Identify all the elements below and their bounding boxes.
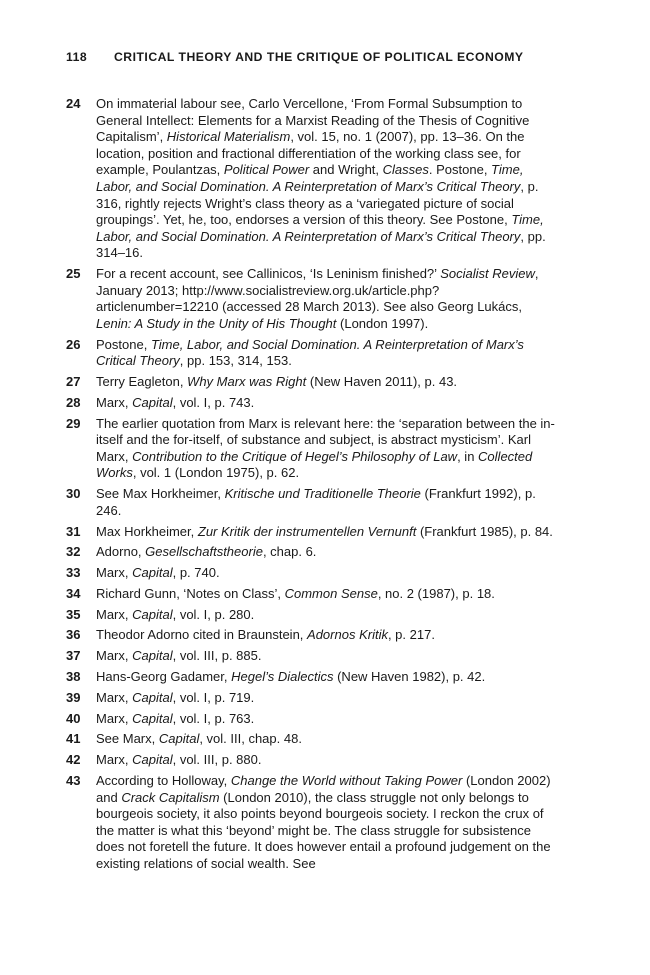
text-segment: (Frankfurt 1992), p. 246.: [96, 486, 536, 518]
text-segment: , vol. I, p. 743.: [172, 394, 255, 410]
text-segment: , vol. III, chap. 48.: [199, 731, 302, 747]
endnote-number: 35: [66, 606, 81, 622]
endnote-text: [96, 773, 560, 873]
endnote-28: [66, 395, 560, 412]
text-segment: , vol. 15, no. 1 (2007), pp. 13–36. On the location, position and fractional differentiation of the working class see, for example, Poulantzas,: [96, 129, 525, 178]
endnote-35: [66, 607, 560, 624]
endnote-text: [96, 669, 560, 686]
endnote-text: [96, 607, 560, 624]
text-segment: On immaterial labour see, Carlo Vercellone, ‘From Formal Subsumption to General Intellect: Elements for a Marxist Reading of the Thesis of Cognitive Capitalism’,: [96, 96, 530, 145]
endnote-text: [96, 648, 560, 665]
italic-title: Historical Materialism: [166, 129, 291, 145]
text-segment: . Postone,: [428, 162, 492, 178]
text-segment: For a recent account, see Callinicos, ‘Is Leninism finished?’: [96, 266, 441, 282]
endnotes-list: [66, 96, 560, 877]
endnote-40: [66, 711, 560, 728]
endnote-number: 39: [66, 689, 81, 705]
text-segment: , vol. III, p. 885.: [172, 648, 262, 664]
text-segment: Adorno,: [96, 544, 146, 560]
endnote-30: [66, 486, 560, 519]
text-segment: Marx,: [96, 648, 133, 664]
endnote-text: [96, 627, 560, 644]
text-segment: The earlier quotation from Marx is relevant here: the ‘separation between the in-itself and the for-itself, of substance and subject, is abstract mysticism’. Karl Marx,: [96, 415, 555, 464]
endnote-number: 42: [66, 752, 81, 768]
text-segment: Richard Gunn, ‘Notes on Class’,: [96, 585, 285, 601]
text-segment: According to Holloway,: [96, 772, 231, 788]
endnote-number: 37: [66, 648, 81, 664]
text-segment: , chap. 6.: [262, 544, 317, 560]
italic-title: Capital: [158, 731, 200, 747]
italic-title: Hegel’s Dialectics: [231, 669, 334, 685]
endnote-number: 33: [66, 565, 81, 581]
text-segment: (London 1997).: [336, 315, 429, 331]
italic-title: Crack Capitalism: [121, 789, 220, 805]
endnote-number: 43: [66, 772, 81, 788]
endnote-34: [66, 586, 560, 603]
italic-title: Adornos Kritik: [307, 627, 388, 643]
text-segment: , p. 316, rightly rejects Wright’s class theory as a ‘variegated picture of social groupings’. Yet, he, too, endorses a version of this theory. See Postone,: [96, 178, 539, 228]
italic-title: Time, Labor, and Social Domination. A Reinterpretation of Marx’s Critical Theory: [96, 162, 524, 194]
endnote-text: [96, 486, 560, 519]
endnote-number: 34: [66, 585, 81, 601]
endnote-number: 29: [66, 415, 81, 431]
text-segment: (London 2002) and: [96, 772, 551, 805]
text-segment: , vol. I, p. 280.: [172, 606, 255, 622]
italic-title: Capital: [132, 710, 173, 726]
text-segment: Theodor Adorno cited in Braunstein,: [96, 627, 308, 643]
italic-title: Socialist Review: [440, 266, 535, 282]
endnote-number: 28: [66, 394, 81, 410]
endnote-text: [96, 96, 560, 262]
italic-title: Capital: [132, 689, 173, 705]
page-number: 118: [66, 50, 88, 64]
text-segment: See Marx,: [96, 731, 159, 747]
italic-title: Change the World without Taking Power: [230, 772, 463, 788]
text-segment: , p. 740.: [172, 565, 220, 581]
endnote-text: [96, 565, 560, 582]
running-title: CRITICAL THEORY AND THE CRITIQUE OF POLITICAL ECONOMY: [114, 50, 524, 64]
text-segment: Max Horkheimer,: [96, 523, 198, 539]
text-segment: Marx,: [96, 565, 133, 581]
italic-title: Lenin: A Study in the Unity of His Thought: [96, 315, 337, 331]
text-segment: , p. 217.: [387, 627, 435, 643]
endnote-24: [66, 96, 560, 262]
endnote-31: [66, 524, 560, 541]
endnote-text: [96, 416, 560, 482]
italic-title: Time, Labor, and Social Domination. A Reinterpretation of Marx’s Critical Theory: [96, 212, 544, 244]
endnote-29: [66, 416, 560, 482]
italic-title: Time, Labor, and Social Domination. A Reinterpretation of Marx’s Critical Theory: [96, 336, 524, 369]
endnote-number: 25: [66, 266, 81, 282]
endnote-text: [96, 752, 560, 769]
text-segment: (New Haven 2011), p. 43.: [306, 374, 458, 390]
endnote-text: [96, 337, 560, 370]
endnote-number: 40: [66, 710, 81, 726]
text-segment: (New Haven 1982), p. 42.: [333, 669, 486, 685]
text-segment: , vol. III, p. 880.: [172, 752, 262, 768]
endnote-number: 36: [66, 627, 81, 643]
endnote-27: [66, 374, 560, 391]
text-segment: , pp. 153, 314, 153.: [179, 353, 292, 369]
endnote-number: 38: [66, 669, 81, 685]
text-segment: Terry Eagleton,: [96, 374, 188, 390]
italic-title: Gesellschaftstheorie: [145, 544, 263, 560]
text-segment: Marx,: [96, 752, 133, 768]
endnote-25: [66, 266, 560, 332]
text-segment: , vol. I, p. 763.: [172, 710, 255, 726]
text-segment: Marx,: [96, 689, 133, 705]
text-segment: Marx,: [96, 394, 133, 410]
endnote-36: [66, 627, 560, 644]
endnote-text: [96, 395, 560, 412]
endnote-42: [66, 752, 560, 769]
italic-title: Zur Kritik der instrumentellen Vernunft: [197, 523, 417, 539]
endnote-37: [66, 648, 560, 665]
endnote-26: [66, 337, 560, 370]
endnote-43: [66, 773, 560, 873]
endnote-32: [66, 544, 560, 561]
text-segment: See Max Horkheimer,: [96, 486, 225, 502]
italic-title: Kritische und Traditionelle Theorie: [224, 486, 421, 502]
endnote-text: [96, 524, 560, 541]
endnote-text: [96, 731, 560, 748]
endnote-number: 24: [66, 96, 81, 111]
endnote-text: [96, 266, 560, 332]
text-segment: Postone,: [96, 336, 151, 352]
text-segment: , vol. 1 (London 1975), p. 62.: [132, 465, 300, 481]
italic-title: Collected Works: [96, 448, 533, 481]
text-segment: (Frankfurt 1985), p. 84.: [416, 523, 553, 539]
text-segment: , vol. I, p. 719.: [172, 689, 255, 705]
italic-title: Capital: [132, 606, 173, 622]
text-segment: , pp. 314–16.: [96, 228, 546, 261]
italic-title: Contribution to the Critique of Hegel’s Philosophy of Law: [132, 448, 458, 464]
text-segment: , no. 2 (1987), p. 18.: [377, 585, 495, 601]
endnote-number: 32: [66, 544, 81, 560]
running-header: [66, 50, 590, 66]
endnote-number: 26: [66, 336, 81, 352]
endnote-number: 30: [66, 486, 81, 502]
italic-title: Capital: [132, 648, 173, 664]
text-segment: Marx,: [96, 606, 133, 622]
endnote-text: [96, 690, 560, 707]
text-segment: Marx,: [96, 710, 133, 726]
endnote-39: [66, 690, 560, 707]
italic-title: Why Marx was Right: [187, 374, 307, 390]
endnote-text: [96, 586, 560, 603]
endnote-number: 31: [66, 523, 81, 539]
endnote-41: [66, 731, 560, 748]
endnote-38: [66, 669, 560, 686]
italic-title: Capital: [132, 565, 173, 581]
text-segment: , in: [457, 448, 479, 464]
italic-title: Classes: [382, 162, 429, 178]
endnote-number: 41: [66, 731, 81, 747]
italic-title: Capital: [132, 394, 173, 410]
text-segment: (London 2010), the class struggle not only belongs to bourgeois society, it also points beyond bourgeois society. I reckon the crux of the matter is what this ‘beyond’ might be. The class struggle for subsistence does not foretell the future. It does however entail a profound judgement on the existing relations of social wealth. See: [96, 789, 551, 871]
endnote-number: 27: [66, 374, 81, 390]
endnote-33: [66, 565, 560, 582]
italic-title: Capital: [132, 752, 173, 768]
endnote-text: [96, 544, 560, 561]
italic-title: Common Sense: [284, 585, 378, 601]
endnote-text: [96, 711, 560, 728]
text-segment: Hans-Georg Gadamer,: [96, 669, 232, 685]
text-segment: and Wright,: [309, 162, 383, 178]
italic-title: Political Power: [223, 162, 310, 178]
endnote-text: [96, 374, 560, 391]
text-segment: , January 2013; http://www.socialistreview.org.uk/article.php?articlenumber=12210 (accessed 28 March 2013). See also Georg Lukács,: [96, 266, 539, 315]
